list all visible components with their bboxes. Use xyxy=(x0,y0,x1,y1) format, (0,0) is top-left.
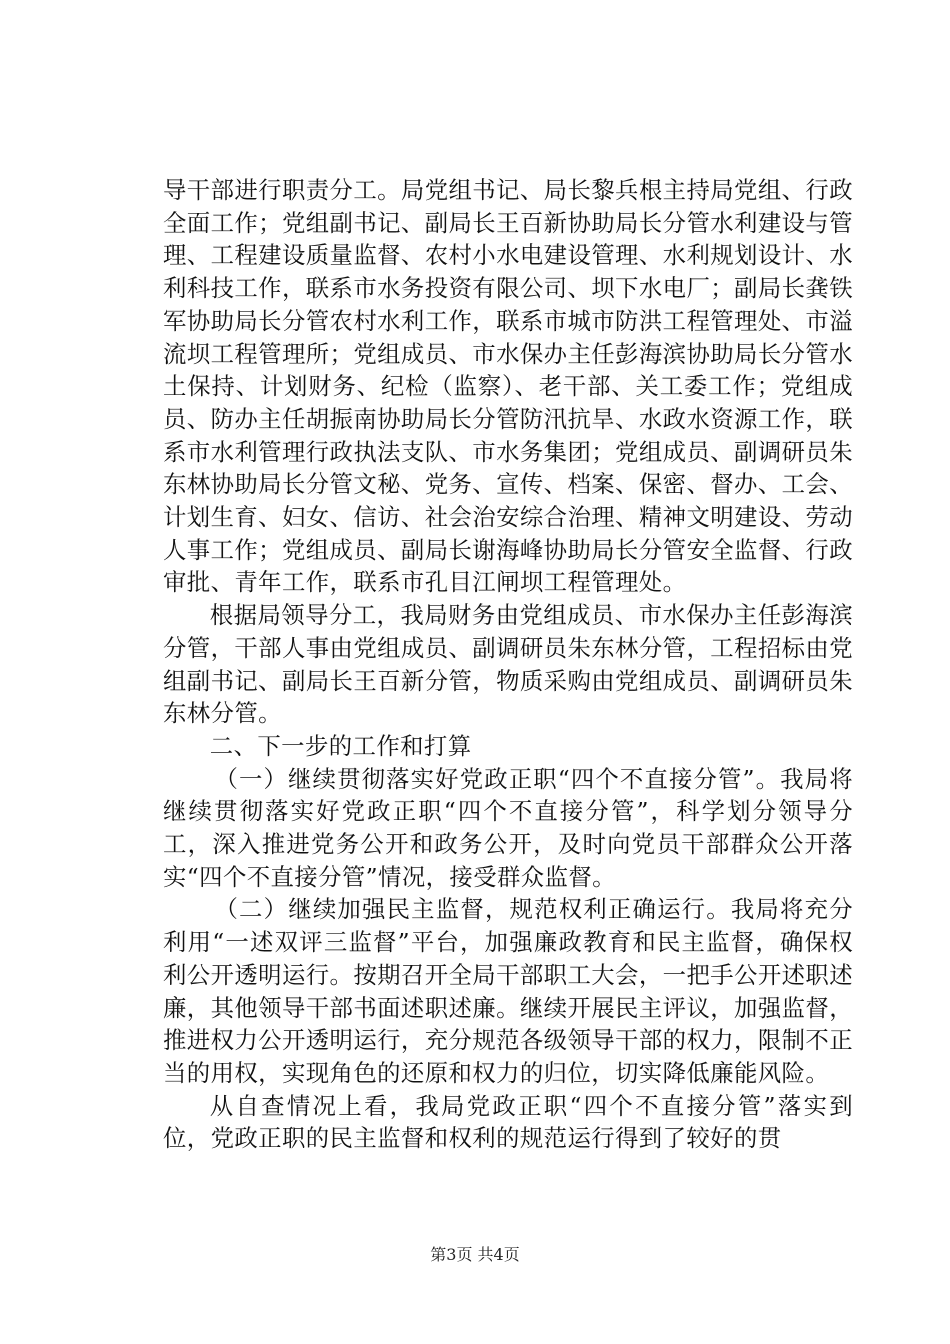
paragraph-item-two: （二）继续加强民主监督，规范权利正确运行。我局将充分利用“一述双评三监督”平台，加强廉政教育和民主监督，确保权利公开透明运行。按期召开全局干部职工大会，一把手公开述职述廉，其他领导干部书面述职述廉。继续开展民主评议，加强监督，推进权力公开透明运行，充分规范各级领导干部的权力，限制不正当的用权，实现角色的还原和权力的归位，切实降低廉能风险。 xyxy=(163,895,853,1087)
paragraph-item-one: （一）继续贯彻落实好党政正职“四个不直接分管”。我局将继续贯彻落实好党政正职“四个不直接分管”，科学划分领导分工，深入推进党务公开和政务公开，及时向党员干部群众公开落实“四个不直接分管”情况，接受群众监督。 xyxy=(163,764,853,891)
page-number-footer: 第3页 共4页 xyxy=(430,1245,520,1264)
paragraph-self-check: 从自查情况上看，我局党政正职“四个不直接分管”落实到位，党政正职的民主监督和权利的规范运行得到了较好的贯 xyxy=(163,1091,853,1153)
paragraph-duty-division: 导干部进行职责分工。局党组书记、局长黎兵根主持局党组、行政全面工作；党组副书记、副局长王百新协助局长分管水利建设与管理、工程建设质量监督、农村小水电建设管理、水利规划设计、水利科技工作，联系市水务投资有限公司、坝下水电厂；副局长龚铁军协助局长分管农村水利工作，联系市城市防洪工程管理处、市溢流坝工程管理所；党组成员、市水保办主任彭海滨协助局长分管水土保持、计划财务、纪检（监察）、老干部、关工委工作；党组成员、防办主任胡振南协助局长分管防汛抗旱、水政水资源工作，联系市水利管理行政执法支队、市水务集团；党组成员、副调研员朱东林协助局长分管文秘、党务、宣传、档案、保密、督办、工会、计划生育、妇女、信访、社会治安综合治理、精神文明建设、劳动人事工作；党组成员、副局长谢海峰协助局长分管安全监督、行政审批、青年工作，联系市孔目江闸坝工程管理处。 xyxy=(163,176,853,597)
paragraph-leader-assignment: 根据局领导分工，我局财务由党组成员、市水保办主任彭海滨分管，干部人事由党组成员、副调研员朱东林分管，工程招标由党组副书记、副局长王百新分管，物质采购由党组成员、副调研员朱东林分管。 xyxy=(163,601,853,728)
document-body xyxy=(163,174,853,1155)
section-heading-next-steps: 二、下一步的工作和打算 xyxy=(209,731,472,760)
